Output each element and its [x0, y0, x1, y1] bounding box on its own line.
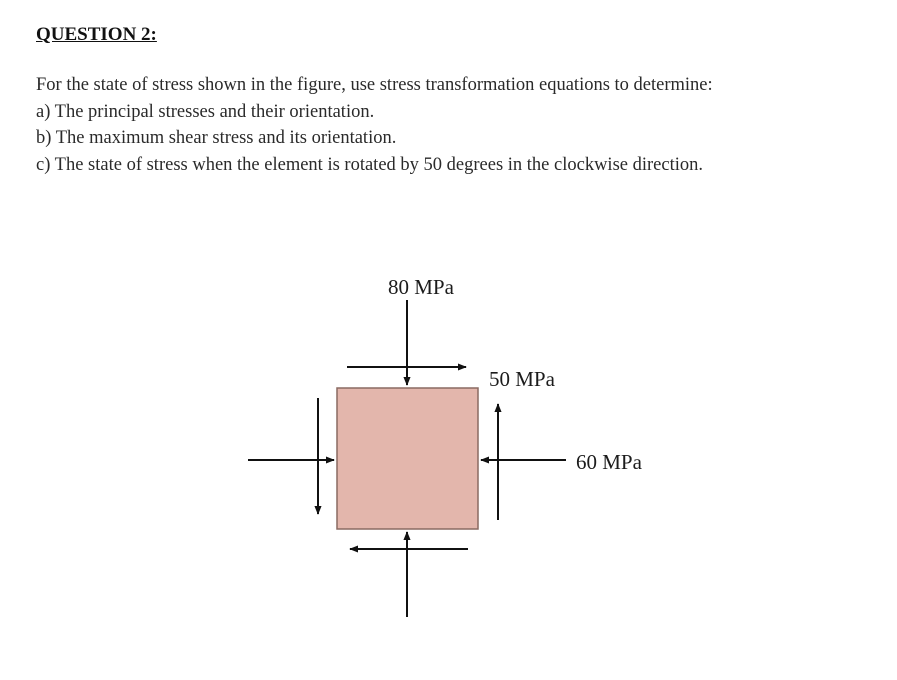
normal-y-label: 80 MPa — [388, 275, 454, 299]
normal-x-label: 60 MPa — [576, 450, 642, 474]
shear-label: 50 MPa — [489, 367, 555, 391]
question-part-c: c) The state of stress when the element is rotated by 50 degrees in the clockwise direction. — [36, 154, 703, 175]
stress-element — [337, 388, 478, 529]
question-intro: For the state of stress shown in the figure, use stress transformation equations to determine: — [36, 75, 713, 95]
question-part-a: a) The principal stresses and their orientation. — [36, 101, 375, 122]
question-part-b: b) The maximum shear stress and its orientation. — [36, 128, 397, 148]
question-title: QUESTION 2: — [36, 24, 157, 45]
